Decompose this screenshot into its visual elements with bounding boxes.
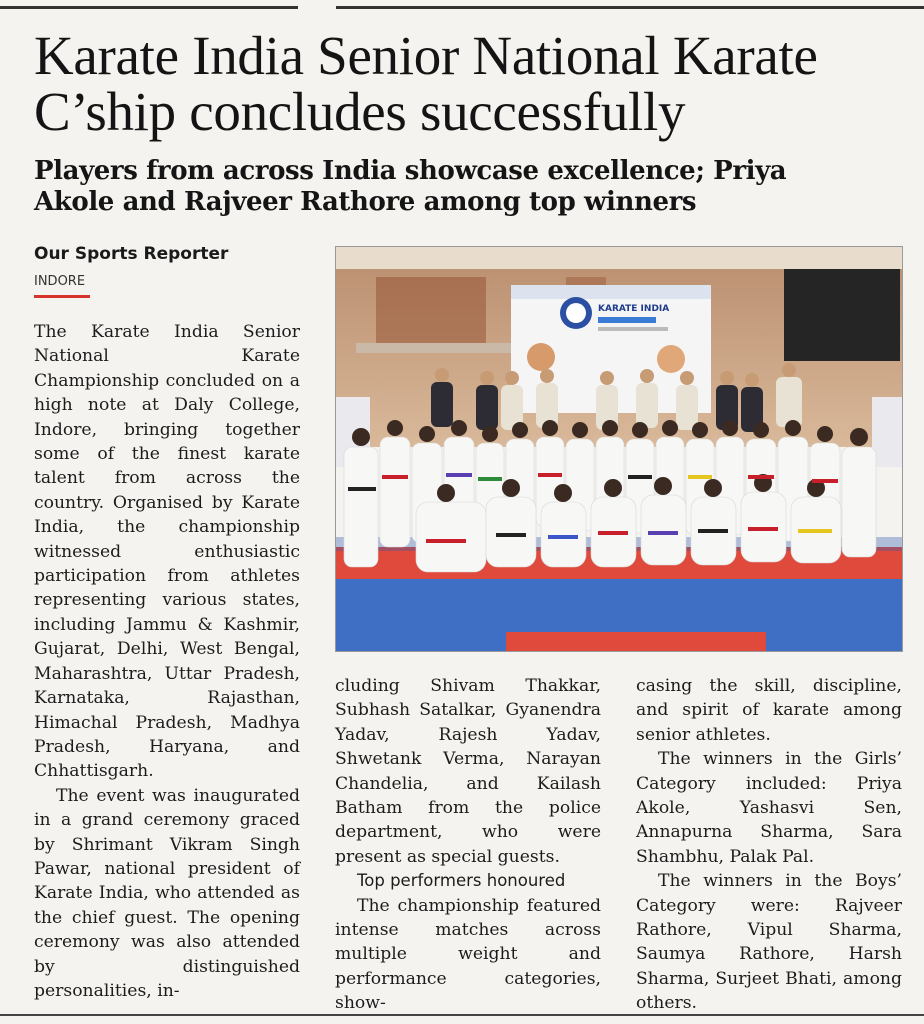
dateline-accent-rule bbox=[34, 295, 90, 298]
paragraph: The event was inaugurated in a grand ceremony graced by Shrimant Vikram Singh Pawar, national president of Karate India, who attended as the chief guest. The opening ceremony was also attended by distinguished personalities, in- bbox=[34, 785, 300, 1001]
paragraph: cluding Shivam Thakkar, Subhash Satalkar, Gyanendra Yadav, Rajesh Yadav, Shwetank Verma, Narayan Chandelia, and Kailash Batham from the police department, who were present as special guests. bbox=[335, 676, 601, 867]
banner-text: KARATE INDIA bbox=[598, 304, 670, 314]
paragraph: The Karate India Senior National Karate Championship concluded on a high note at Daly College, Indore, bringing together some of the finest karate talent from across the country. Organised by Karate India, the championship witnessed enthusiastic participation from athletes representing various states, including Jammu & Kashmir, Gujarat, Delhi, West Bengal, Maharashtra, Uttar Pradesh, Karnataka, Rajasthan, Himachal Pradesh, Madhya Pradesh, Haryana, and Chhattisgarh. bbox=[34, 322, 300, 782]
headline bbox=[34, 25, 904, 142]
top-rule-left bbox=[0, 6, 298, 9]
paragraph: The winners in the Girls’ Category included: Priya Akole, Yashasvi Sen, Annapurna Sharma, Sara Shambhu, Palak Pal. bbox=[636, 749, 902, 867]
subhead-line-1: Players from across India showcase excellence; Priya bbox=[34, 156, 787, 186]
paragraph: casing the skill, discipline, and spirit of karate among senior athletes. bbox=[636, 676, 902, 745]
event-group-photo bbox=[335, 246, 903, 652]
paragraph: The championship featured intense matches across multiple weight and performance categories, show- bbox=[335, 895, 601, 1014]
section-subheading: Top performers honoured bbox=[357, 871, 566, 891]
article-column-2 bbox=[335, 674, 601, 1016]
subheadline bbox=[34, 156, 904, 218]
paragraph: The winners in the Boys’ Category were: Rajveer Rathore, Vipul Sharma, Saumya Rathore, Harsh Sharma, Surjeet Bhati, among others. bbox=[636, 871, 902, 1014]
subhead-line-2: Akole and Rajveer Rathore among top winners bbox=[34, 187, 697, 217]
headline-line-2: C’ship concludes successfully bbox=[34, 81, 686, 142]
top-rule-right bbox=[336, 6, 924, 9]
article-column-1 bbox=[34, 320, 300, 1003]
dateline: INDORE bbox=[34, 274, 86, 289]
group-photo-illustration bbox=[336, 247, 903, 652]
headline-line-1: Karate India Senior National Karate bbox=[34, 25, 818, 86]
article-column-3 bbox=[636, 674, 902, 1016]
byline: Our Sports Reporter bbox=[34, 244, 229, 264]
bottom-rule bbox=[0, 1014, 924, 1016]
